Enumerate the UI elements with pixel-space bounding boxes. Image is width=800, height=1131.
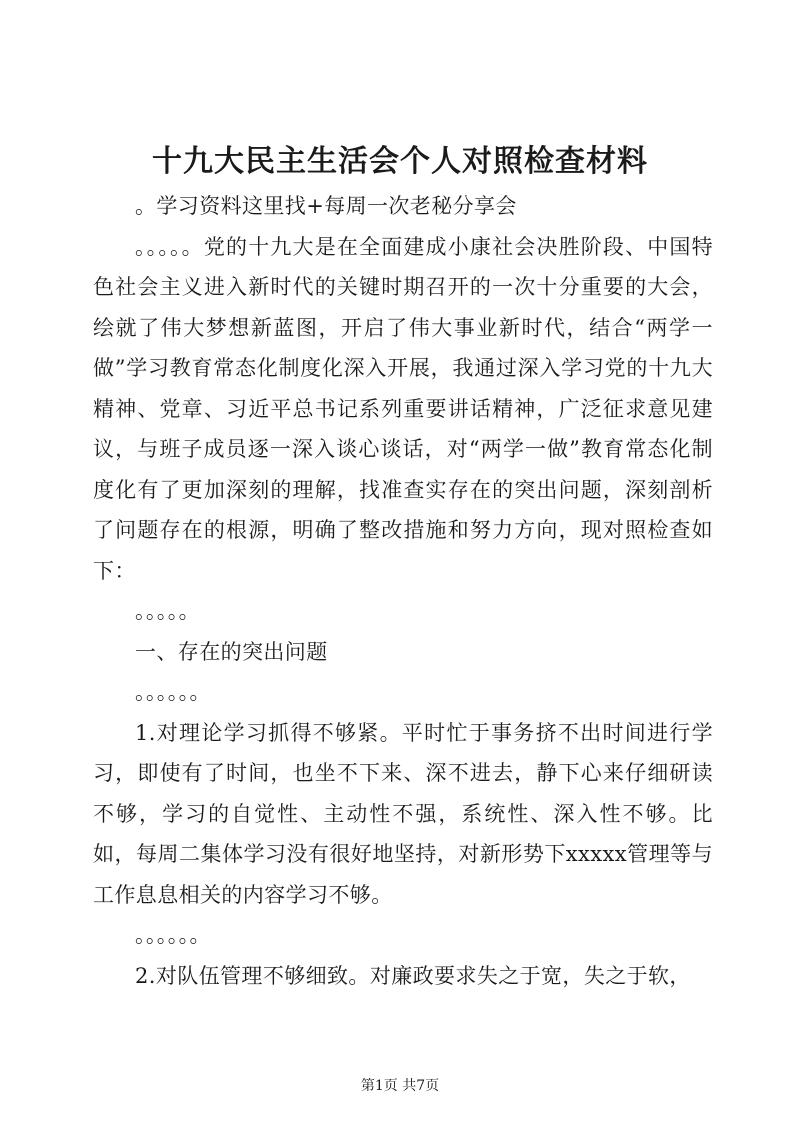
- document-title: 十九大民主生活会个人对照检查材料: [152, 144, 648, 179]
- paragraph-item-1: 1.对理论学习抓得不够紧。平时忙于事务挤不出时间进行学习，即使有了时间，也坐不下来、深不进去，静下心来仔细研读不够，学习的自觉性、主动性不强，系统性、深入性不够。比如，每周二集体学习没有很好地坚持，对新形势下xxxxx管理等与工作息息相关的内容学习不够。: [93, 720, 713, 907]
- document-body: [93, 186, 713, 996]
- page-footer: 第1页 共7页: [360, 1078, 440, 1094]
- paragraph-dots: 。。。。。: [135, 599, 200, 623]
- paragraph-subtitle: 。学习资料这里找+每周一次老秘分享会: [135, 194, 517, 218]
- section-heading: 一、存在的突出问题: [135, 639, 328, 664]
- paragraph-dots: 。。。。。。: [135, 923, 211, 947]
- paragraph-intro: 。。。。。党的十九大是在全面建成小康社会决胜阶段、中国特色社会主义进入新时代的关键时期召开的一次十分重要的大会，绘就了伟大梦想新蓝图，开启了伟大事业新时代，结合“两学一做”学习教育常态化制度化深入开展，我通过深入学习党的十九大精神、党章、习近平总书记系列重要讲话精神，广泛征求意见建议，与班子成员逐一深入谈心谈话，对“两学一做”教育常态化制度化有了更加深刻的理解，找准查实存在的突出问题，深刻剖析了问题存在的根源，明确了整改措施和努力方向，现对照检查如下：: [93, 234, 713, 583]
- paragraph-item-2: 2.对队伍管理不够细致。对廉政要求失之于宽，失之于软，: [135, 963, 691, 988]
- paragraph-dots: 。。。。。。: [135, 680, 211, 704]
